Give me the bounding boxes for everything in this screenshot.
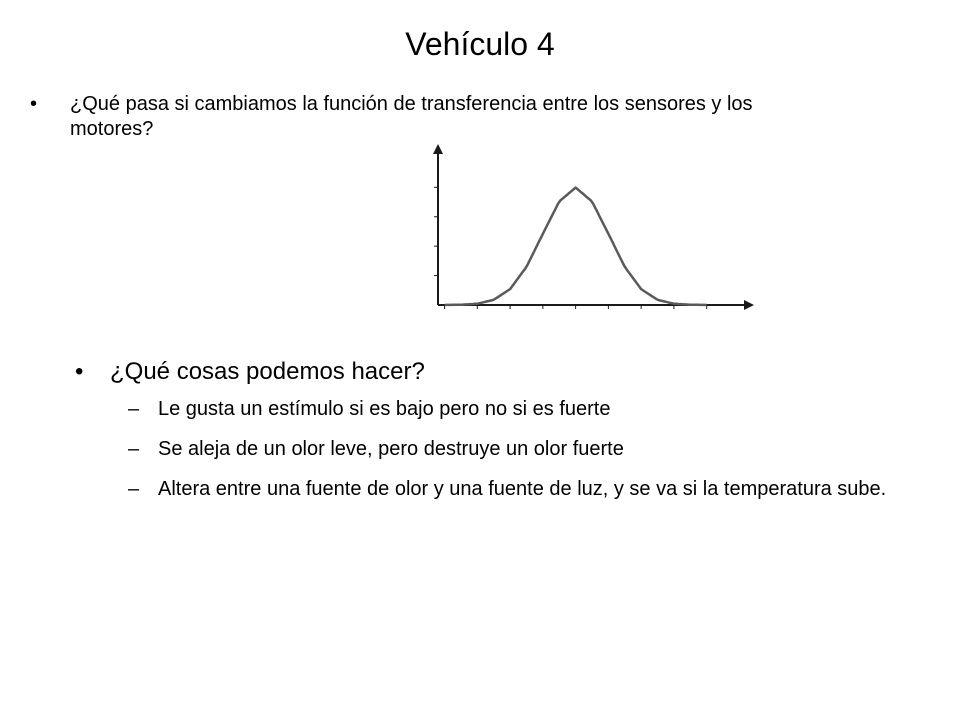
- dash-marker: –: [128, 438, 140, 460]
- gaussian-chart: [398, 140, 770, 332]
- sub-item-text: Se aleja de un olor leve, pero destruye un olor fuerte: [158, 438, 624, 460]
- sub-item: [128, 396, 905, 422]
- sub-item: [128, 476, 905, 502]
- intro-text: ¿Qué pasa si cambiamos la función de transferencia entre los sensores y los motores?: [70, 93, 753, 140]
- gaussian-curve: [445, 188, 707, 305]
- bullet-marker: •: [75, 358, 84, 385]
- slide-title: Vehículo 4: [405, 26, 555, 62]
- intro-bullet: [30, 92, 830, 142]
- main-bullet: [75, 356, 905, 388]
- sub-list: [75, 396, 905, 502]
- main-bullet-text: ¿Qué cosas podemos hacer?: [110, 358, 425, 385]
- gaussian-figure: [398, 140, 770, 332]
- sub-item-text: Altera entre una fuente de olor y una fuente de luz, y se va si la temperatura sube.: [158, 478, 887, 500]
- sub-item-text: Le gusta un estímulo si es bajo pero no si es fuerte: [158, 398, 611, 420]
- x-axis-arrow: [744, 300, 754, 310]
- y-axis-arrow: [433, 144, 443, 154]
- bullet-marker: •: [30, 93, 38, 115]
- dash-marker: –: [128, 478, 140, 500]
- main-list: [75, 356, 905, 516]
- sub-item: [128, 436, 905, 462]
- dash-marker: –: [128, 398, 140, 420]
